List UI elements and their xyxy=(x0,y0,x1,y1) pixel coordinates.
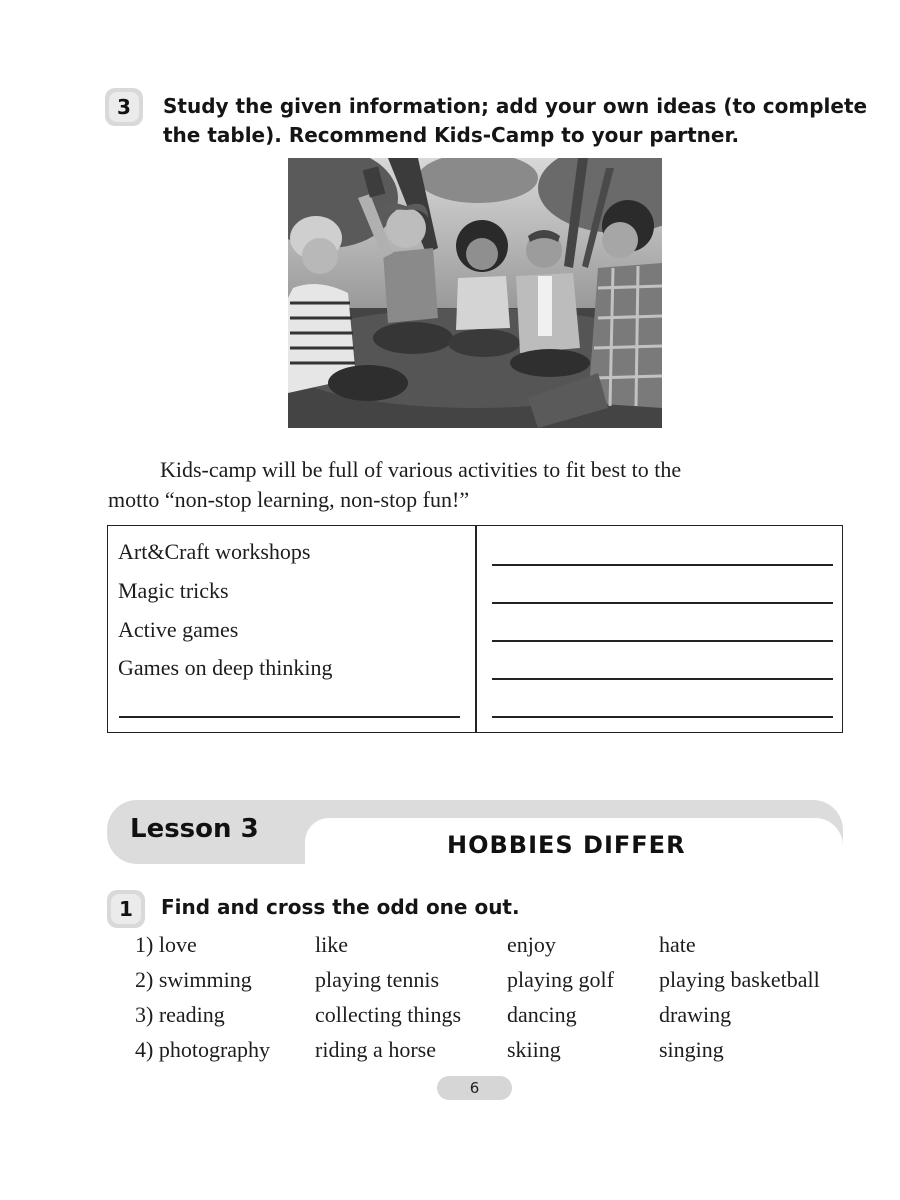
exercise-number-badge xyxy=(107,890,145,928)
lesson-title: HOBBIES DIFFER xyxy=(447,831,686,859)
exercise-number-badge xyxy=(105,88,143,126)
lesson-label: Lesson 3 xyxy=(130,814,259,844)
word[interactable]: skiing xyxy=(507,1037,561,1062)
exercise-3-instructions xyxy=(163,92,868,150)
activity-item: Active games xyxy=(118,617,239,642)
word[interactable]: dancing xyxy=(507,1002,577,1027)
word[interactable]: collecting things xyxy=(315,1002,462,1027)
table-divider xyxy=(475,526,477,732)
word[interactable]: hate xyxy=(659,932,696,957)
word[interactable]: singing xyxy=(659,1037,724,1062)
activity-item: Games on deep thinking xyxy=(118,655,333,680)
instruction-line-2: the table). Recommend Kids-Camp to your partner. xyxy=(163,123,740,147)
word[interactable]: 1) love xyxy=(135,932,197,957)
word[interactable]: riding a horse xyxy=(315,1037,436,1062)
kids-camp-photo xyxy=(288,158,662,428)
word[interactable]: 3) reading xyxy=(135,1002,225,1027)
word[interactable]: drawing xyxy=(659,1002,732,1027)
word[interactable]: 2) swimming xyxy=(135,967,252,992)
paragraph-line-1: Kids-camp will be full of various activities to fit best to the xyxy=(160,457,682,482)
blank-line[interactable] xyxy=(492,716,833,718)
blank-line[interactable] xyxy=(492,640,833,642)
word[interactable]: playing tennis xyxy=(315,967,440,992)
word[interactable]: enjoy xyxy=(507,932,556,957)
blank-line[interactable] xyxy=(492,602,833,604)
word[interactable]: playing basketball xyxy=(659,967,820,992)
blank-line[interactable] xyxy=(119,716,460,718)
blank-line[interactable] xyxy=(492,678,833,680)
intro-paragraph xyxy=(108,455,848,515)
activities-table xyxy=(107,525,843,733)
activity-item: Magic tricks xyxy=(118,578,229,603)
paragraph-line-2: motto “non-stop learning, non-stop fun!” xyxy=(108,487,470,512)
exercise-number: 3 xyxy=(117,95,131,119)
word[interactable]: playing golf xyxy=(507,967,614,992)
blank-line[interactable] xyxy=(492,564,833,566)
exercise-number: 1 xyxy=(119,897,133,921)
instruction-line-1: Study the given information; add your own ideas (to complete xyxy=(163,94,868,118)
word[interactable]: 4) photography xyxy=(135,1037,271,1062)
activity-item: Art&Craft workshops xyxy=(118,539,311,564)
exercise-1-instructions: Find and cross the odd one out. xyxy=(161,895,520,919)
word[interactable]: like xyxy=(315,932,348,957)
page-number: 6 xyxy=(437,1076,512,1100)
